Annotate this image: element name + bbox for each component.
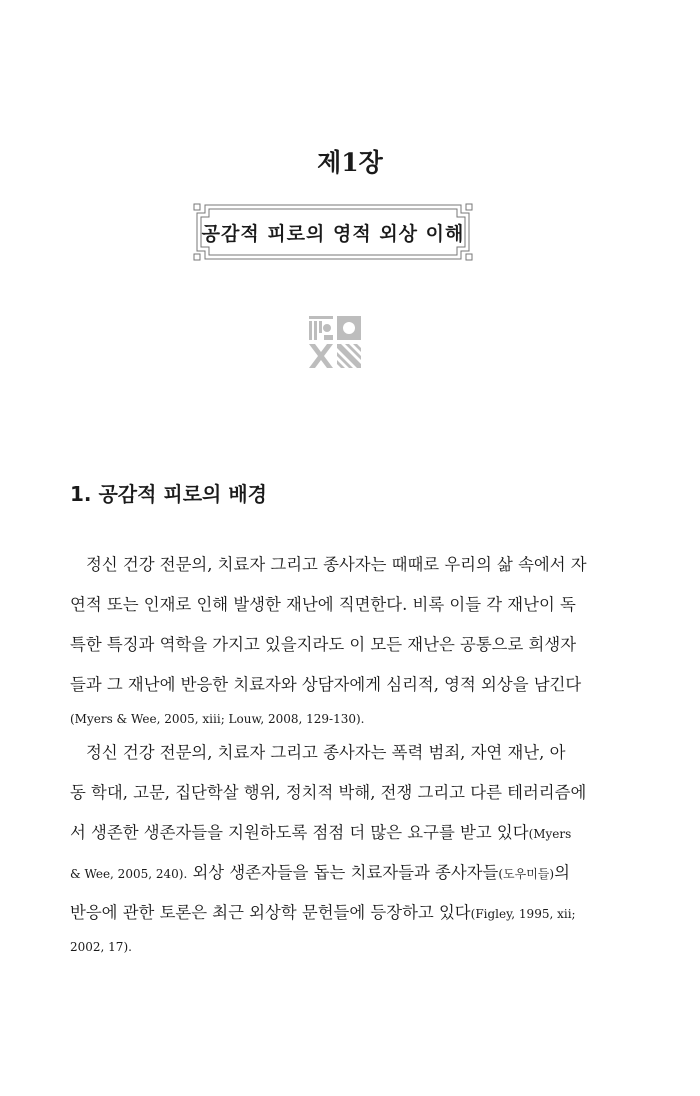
paragraph-2-line: 동 학대, 고문, 집단학살 행위, 정치적 박해, 전쟁 그리고 다른 테러리즘에 [70, 783, 587, 802]
body-text [70, 553, 630, 969]
citation: (Figley, 1995, xii; [470, 907, 576, 921]
paragraph-2-line [70, 861, 630, 901]
chapter-title: 공감적 피로의 영적 외상 이해 [201, 222, 465, 245]
parenthetical-note: (도우미들) [498, 867, 555, 881]
paragraph-2-line [70, 901, 630, 935]
paragraph-2-text: 의 [554, 863, 570, 882]
paragraph-1-line: 특한 특징과 역학을 가지고 있을지라도 이 모든 재난은 공통으로 희생자 [70, 635, 577, 654]
chapter-label: 제1장 [317, 148, 383, 177]
decorative-emblem-icon [309, 316, 361, 368]
paragraph-2-line [70, 821, 630, 861]
paragraph-1-line: 정신 건강 전문의, 치료자 그리고 종사자는 때때로 우리의 삶 속에서 자 [86, 555, 587, 574]
chapter-title-frame [193, 203, 473, 261]
paragraph-2-text: 외상 생존자들을 돕는 치료자들과 종사자들 [187, 863, 499, 882]
citation: (Myers [528, 827, 572, 841]
paragraph-1-line: 연적 또는 인재로 인해 발생한 재난에 직면한다. 비록 이들 각 재난이 독 [70, 595, 576, 614]
paragraph-2-text: 반응에 관한 토론은 최근 외상학 문헌들에 등장하고 있다 [70, 903, 471, 922]
paragraph-2-citation: 2002, 17). [70, 940, 132, 954]
section-heading: 1. 공감적 피로의 배경 [70, 482, 267, 506]
paragraph-1-citation: (Myers & Wee, 2005, xiii; Louw, 2008, 129-130). [70, 712, 365, 726]
paragraph-2-text: 서 생존한 생존자들을 지원하도록 점점 더 많은 요구를 받고 있다 [70, 823, 529, 842]
paragraph-2-line: 정신 건강 전문의, 치료자 그리고 종사자는 폭력 범죄, 자연 재난, 아 [86, 743, 566, 762]
citation: & Wee, 2005, 240). [70, 867, 188, 881]
paragraph-1-line: 들과 그 재난에 반응한 치료자와 상담자에게 심리적, 영적 외상을 남긴다 [70, 675, 582, 694]
